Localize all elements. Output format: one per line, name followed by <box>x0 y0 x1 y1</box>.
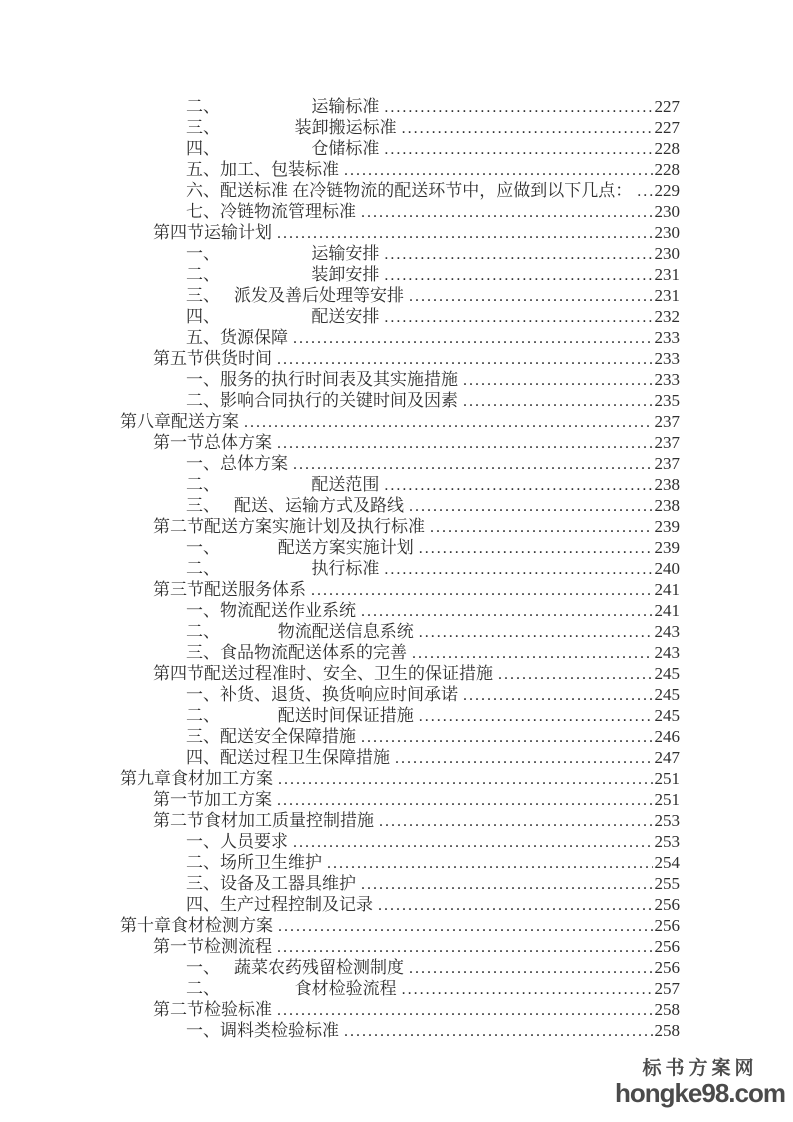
table-of-contents <box>120 96 680 1041</box>
toc-entry-title: 第一节加工方案 <box>153 790 272 809</box>
toc-entry-num: 一、 <box>186 685 220 704</box>
toc-dot-leader <box>311 580 653 601</box>
toc-tab-spacer <box>220 279 311 280</box>
toc-entry-page: 227 <box>654 97 680 116</box>
toc-entry <box>120 978 680 999</box>
toc-entry <box>120 201 680 222</box>
toc-entry-num: 四、 <box>186 307 220 326</box>
toc-dot-leader <box>384 307 652 328</box>
toc-dot-leader <box>637 181 652 202</box>
toc-entry-title: 第一节总体方案 <box>153 433 272 452</box>
toc-entry-num: 一、 <box>186 832 220 851</box>
toc-entry-num: 三、 <box>186 118 220 137</box>
toc-entry <box>120 957 680 978</box>
toc-entry-title: 服务的执行时间表及其实施措施 <box>220 370 458 389</box>
toc-entry <box>120 1020 680 1041</box>
toc-entry-title: 第三节配送服务体系 <box>153 580 306 599</box>
toc-entry <box>120 264 680 285</box>
toc-entry-title: 调料类检验标准 <box>220 1021 339 1040</box>
toc-entry-num: 一、 <box>186 538 220 557</box>
toc-entry-page: 258 <box>654 1021 680 1040</box>
toc-dot-leader <box>384 139 652 160</box>
toc-entry-num: 三、 <box>186 643 220 662</box>
toc-dot-leader <box>361 727 653 748</box>
toc-entry-title: 第八章配送方案 <box>120 412 239 431</box>
toc-entry-page: 256 <box>654 895 680 914</box>
toc-tab-spacer <box>220 321 311 322</box>
toc-entry-num: 二、 <box>186 391 220 410</box>
toc-entry-page: 238 <box>654 496 680 515</box>
toc-entry-title: 配送标准 在冷链物流的配送环节中，应做到以下几点： <box>220 181 633 200</box>
toc-entry <box>120 516 680 537</box>
toc-entry-page: 243 <box>654 622 680 641</box>
toc-entry-title: 配送安排 <box>311 307 380 326</box>
toc-entry-num: 一、 <box>186 244 220 263</box>
toc-entry <box>120 453 680 474</box>
toc-entry-page: 245 <box>654 664 680 683</box>
toc-entry-page: 233 <box>654 370 680 389</box>
toc-entry-num: 二、 <box>186 979 220 998</box>
toc-entry-title: 第四节配送过程准时、安全、卫生的保证措施 <box>153 664 493 683</box>
toc-dot-leader <box>378 895 653 916</box>
toc-entry <box>120 621 680 642</box>
toc-entry <box>120 831 680 852</box>
toc-entry-title: 生产过程控制及记录 <box>220 895 373 914</box>
toc-entry-title: 配送方案实施计划 <box>277 538 414 557</box>
toc-dot-leader <box>498 664 653 685</box>
toc-entry-title: 运输安排 <box>311 244 380 263</box>
toc-dot-leader <box>278 769 653 790</box>
toc-entry-num: 二、 <box>186 622 220 641</box>
toc-dot-leader <box>293 832 653 853</box>
toc-dot-leader <box>395 748 653 769</box>
toc-tab-spacer <box>220 573 311 574</box>
toc-entry <box>120 789 680 810</box>
toc-entry <box>120 705 680 726</box>
toc-entry-title: 仓储标准 <box>311 139 380 158</box>
toc-entry-page: 240 <box>654 559 680 578</box>
toc-entry-title: 第四节运输计划 <box>153 223 272 242</box>
toc-entry-title: 货源保障 <box>220 328 288 347</box>
toc-entry-title: 装卸搬运标准 <box>294 118 397 137</box>
toc-entry <box>120 390 680 411</box>
toc-dot-leader <box>344 160 653 181</box>
toc-tab-spacer <box>220 993 295 994</box>
watermark-site-url: hongke98.com <box>614 1078 785 1108</box>
toc-entry <box>120 600 680 621</box>
toc-entry-page: 253 <box>654 811 680 830</box>
toc-dot-leader <box>409 958 653 979</box>
toc-entry-title: 蔬菜农药残留检测制度 <box>234 958 404 977</box>
toc-dot-leader <box>277 1000 653 1021</box>
watermark <box>615 1058 785 1106</box>
toc-dot-leader <box>419 706 653 727</box>
watermark-site-name: 标书方案网 <box>642 1058 758 1079</box>
toc-entry <box>120 642 680 663</box>
toc-entry <box>120 894 680 915</box>
toc-dot-leader <box>277 433 653 454</box>
toc-entry-title: 配送时间保证措施 <box>277 706 414 725</box>
toc-entry <box>120 495 680 516</box>
toc-entry-page: 253 <box>654 832 680 851</box>
toc-entry <box>120 747 680 768</box>
toc-dot-leader <box>293 454 653 475</box>
toc-entry <box>120 180 680 201</box>
toc-entry-page: 247 <box>654 748 680 767</box>
toc-entry <box>120 915 680 936</box>
toc-entry-title: 冷链物流管理标准 <box>220 202 356 221</box>
toc-entry-num: 一、 <box>186 454 220 473</box>
toc-entry-title: 第二节检验标准 <box>153 1000 272 1019</box>
toc-dot-leader <box>277 790 653 811</box>
toc-entry-num: 二、 <box>186 706 220 725</box>
toc-entry-page: 232 <box>654 307 680 326</box>
toc-dot-leader <box>361 202 653 223</box>
toc-entry-page: 256 <box>654 958 680 977</box>
toc-tab-spacer <box>220 300 234 301</box>
toc-entry-page: 239 <box>654 538 680 557</box>
toc-entry-title: 第二节食材加工质量控制措施 <box>153 811 374 830</box>
toc-entry-title: 第二节配送方案实施计划及执行标准 <box>153 517 425 536</box>
toc-dot-leader <box>430 517 653 538</box>
toc-entry-num: 三、 <box>186 727 220 746</box>
toc-entry-page: 233 <box>654 328 680 347</box>
toc-entry <box>120 222 680 243</box>
toc-entry-page: 237 <box>654 433 680 452</box>
toc-entry-page: 255 <box>654 874 680 893</box>
toc-entry-page: 237 <box>654 412 680 431</box>
toc-tab-spacer <box>220 636 278 637</box>
toc-entry <box>120 96 680 117</box>
toc-entry-num: 四、 <box>186 139 220 158</box>
toc-dot-leader <box>463 685 653 706</box>
toc-entry-page: 235 <box>654 391 680 410</box>
toc-entry-title: 人员要求 <box>220 832 288 851</box>
toc-dot-leader <box>277 223 653 244</box>
toc-entry <box>120 432 680 453</box>
toc-entry-page: 254 <box>654 853 680 872</box>
toc-entry-num: 三、 <box>186 286 220 305</box>
toc-dot-leader <box>402 979 653 1000</box>
toc-entry-title: 派发及善后处理等安排 <box>234 286 404 305</box>
toc-entry-num: 一、 <box>186 1021 220 1040</box>
toc-entry-title: 配送、运输方式及路线 <box>234 496 404 515</box>
toc-entry-page: 245 <box>654 685 680 704</box>
toc-entry <box>120 159 680 180</box>
toc-entry-title: 装卸安排 <box>311 265 380 284</box>
toc-entry-page: 229 <box>654 181 680 200</box>
toc-entry-num: 三、 <box>186 874 220 893</box>
toc-entry-page: 231 <box>654 286 680 305</box>
toc-entry <box>120 138 680 159</box>
toc-entry <box>120 474 680 495</box>
toc-entry-page: 241 <box>654 601 680 620</box>
toc-entry <box>120 579 680 600</box>
toc-entry <box>120 810 680 831</box>
toc-dot-leader <box>412 643 653 664</box>
toc-entry <box>120 936 680 957</box>
toc-entry-num: 七、 <box>186 202 220 221</box>
toc-entry-page: 257 <box>654 979 680 998</box>
toc-dot-leader <box>384 475 652 496</box>
toc-dot-leader <box>384 97 652 118</box>
toc-entry-title: 执行标准 <box>311 559 380 578</box>
toc-entry-title: 物流配送作业系统 <box>220 601 356 620</box>
toc-entry-title: 食品物流配送体系的完善 <box>220 643 407 662</box>
toc-entry <box>120 243 680 264</box>
toc-entry <box>120 411 680 432</box>
toc-entry <box>120 285 680 306</box>
toc-entry-page: 245 <box>654 706 680 725</box>
toc-entry-title: 配送安全保障措施 <box>220 727 356 746</box>
toc-entry-title: 第一节检测流程 <box>153 937 272 956</box>
toc-entry-num: 二、 <box>186 559 220 578</box>
toc-entry-num: 二、 <box>186 97 220 116</box>
toc-dot-leader <box>293 328 653 349</box>
toc-tab-spacer <box>220 153 311 154</box>
toc-entry-num: 二、 <box>186 475 220 494</box>
toc-dot-leader <box>409 286 653 307</box>
toc-tab-spacer <box>220 132 295 133</box>
toc-entry <box>120 768 680 789</box>
toc-tab-spacer <box>220 489 311 490</box>
toc-dot-leader <box>361 874 653 895</box>
toc-entry-title: 第九章食材加工方案 <box>120 769 273 788</box>
toc-entry <box>120 369 680 390</box>
toc-entry-title: 加工、包装标准 <box>220 160 339 179</box>
toc-entry-page: 231 <box>654 265 680 284</box>
toc-dot-leader <box>419 538 653 559</box>
toc-entry-title: 设备及工器具维护 <box>220 874 356 893</box>
toc-entry-page: 256 <box>654 937 680 956</box>
toc-entry <box>120 348 680 369</box>
toc-entry-page: 238 <box>654 475 680 494</box>
toc-entry <box>120 726 680 747</box>
toc-entry-page: 251 <box>654 769 680 788</box>
toc-entry-page: 227 <box>654 118 680 137</box>
toc-entry-num: 二、 <box>186 853 220 872</box>
toc-entry-title: 第五节供货时间 <box>153 349 272 368</box>
toc-dot-leader <box>344 1021 653 1042</box>
toc-dot-leader <box>402 118 653 139</box>
toc-entry-num: 二、 <box>186 265 220 284</box>
toc-dot-leader <box>277 349 653 370</box>
toc-entry <box>120 558 680 579</box>
toc-entry-page: 230 <box>654 223 680 242</box>
toc-entry-num: 四、 <box>186 895 220 914</box>
toc-entry-page: 228 <box>654 139 680 158</box>
toc-entry <box>120 117 680 138</box>
toc-dot-leader <box>409 496 653 517</box>
toc-dot-leader <box>384 244 652 265</box>
toc-dot-leader <box>278 916 653 937</box>
toc-tab-spacer <box>220 510 234 511</box>
toc-entry-page: 230 <box>654 202 680 221</box>
toc-entry-page: 241 <box>654 580 680 599</box>
toc-tab-spacer <box>220 552 278 553</box>
toc-entry-title: 配送范围 <box>311 475 380 494</box>
toc-entry-title: 物流配送信息系统 <box>277 622 414 641</box>
toc-entry-page: 243 <box>654 643 680 662</box>
toc-entry-num: 一、 <box>186 601 220 620</box>
toc-entry-page: 258 <box>654 1000 680 1019</box>
toc-entry-num: 五、 <box>186 160 220 179</box>
toc-entry-num: 五、 <box>186 328 220 347</box>
toc-entry-num: 一、 <box>186 958 220 977</box>
toc-dot-leader <box>463 370 653 391</box>
toc-dot-leader <box>463 391 653 412</box>
toc-entry-title: 配送过程卫生保障措施 <box>220 748 390 767</box>
toc-entry-num: 一、 <box>186 370 220 389</box>
toc-entry-page: 239 <box>654 517 680 536</box>
toc-entry-page: 251 <box>654 790 680 809</box>
toc-entry-title: 食材检验流程 <box>294 979 397 998</box>
toc-entry-page: 237 <box>654 454 680 473</box>
toc-entry <box>120 873 680 894</box>
toc-entry <box>120 684 680 705</box>
toc-entry <box>120 537 680 558</box>
toc-dot-leader <box>379 811 653 832</box>
toc-entry <box>120 852 680 873</box>
toc-entry-title: 运输标准 <box>311 97 380 116</box>
toc-entry <box>120 663 680 684</box>
toc-entry-num: 三、 <box>186 496 220 515</box>
toc-dot-leader <box>384 559 652 580</box>
toc-entry-title: 总体方案 <box>220 454 288 473</box>
toc-entry-page: 246 <box>654 727 680 746</box>
toc-dot-leader <box>277 937 653 958</box>
toc-tab-spacer <box>220 720 278 721</box>
toc-entry-title: 场所卫生维护 <box>220 853 322 872</box>
toc-dot-leader <box>244 412 653 433</box>
toc-dot-leader <box>361 601 653 622</box>
toc-entry <box>120 306 680 327</box>
toc-tab-spacer <box>220 111 311 112</box>
toc-entry-title: 第十章食材检测方案 <box>120 916 273 935</box>
toc-tab-spacer <box>220 258 311 259</box>
toc-dot-leader <box>419 622 653 643</box>
toc-entry <box>120 999 680 1020</box>
toc-dot-leader <box>384 265 652 286</box>
toc-entry-page: 230 <box>654 244 680 263</box>
toc-entry-num: 四、 <box>186 748 220 767</box>
toc-entry-page: 256 <box>654 916 680 935</box>
toc-entry <box>120 327 680 348</box>
toc-entry-num: 六、 <box>186 181 220 200</box>
toc-entry-page: 228 <box>654 160 680 179</box>
toc-entry-title: 影响合同执行的关键时间及因素 <box>220 391 458 410</box>
toc-dot-leader <box>327 853 653 874</box>
toc-tab-spacer <box>220 972 234 973</box>
toc-entry-page: 233 <box>654 349 680 368</box>
toc-entry-title: 补货、退货、换货响应时间承诺 <box>220 685 458 704</box>
